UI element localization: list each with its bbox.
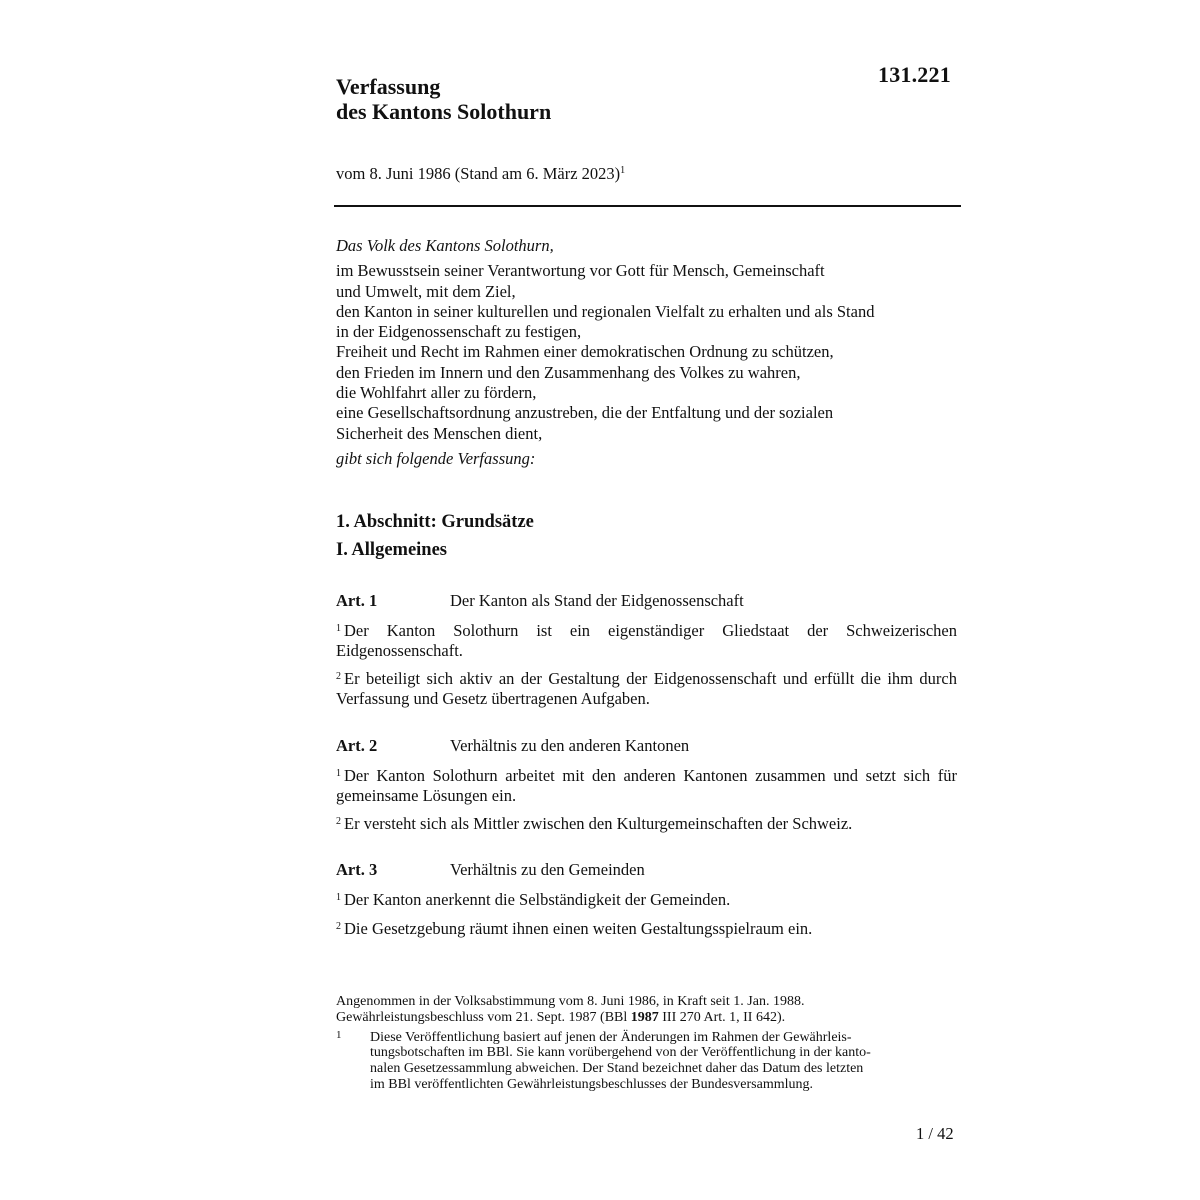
preamble-closing: gibt sich folgende Verfassung: bbox=[336, 448, 536, 468]
article-number: Art. 3 bbox=[336, 860, 378, 879]
preamble-line: die Wohlfahrt aller zu fördern, bbox=[336, 383, 537, 403]
paragraph-text: Die Gesetzgebung räumt ihnen einen weiten Gestaltungsspielraum ein. bbox=[344, 919, 813, 938]
preamble-line: eine Gesellschaftsordnung anzustreben, die der Entfaltung und der sozialen bbox=[336, 403, 834, 423]
document-date bbox=[336, 164, 625, 184]
article-title: Verhältnis zu den Gemeinden bbox=[450, 860, 645, 879]
date-text: vom 8. Juni 1986 (Stand am 6. März 2023) bbox=[336, 164, 621, 183]
preamble bbox=[336, 236, 961, 469]
preamble-line: Sicherheit des Menschen dient, bbox=[336, 423, 543, 443]
article-heading bbox=[336, 736, 689, 756]
footnotes bbox=[336, 994, 956, 1093]
preamble-intro: Das Volk des Kantons Solothurn, bbox=[336, 236, 554, 255]
sr-number: 131.221 bbox=[878, 62, 951, 87]
paragraph-number: 1 bbox=[336, 768, 341, 779]
preamble-line: den Frieden im Innern und den Zusammenhang des Volkes zu wahren, bbox=[336, 362, 801, 382]
paragraph-number: 2 bbox=[336, 921, 341, 932]
article-paragraph bbox=[336, 764, 957, 807]
article-paragraph bbox=[336, 917, 957, 939]
document-title bbox=[336, 74, 551, 124]
adoption-note: Angenommen in der Volksabstimmung vom 8. Juni 1986, in Kraft seit 1. Jan. 1988. bbox=[336, 994, 805, 1009]
article-paragraph bbox=[336, 667, 957, 710]
paragraph-text: Er versteht sich als Mittler zwischen den Kulturgemeinschaften der Schweiz. bbox=[344, 814, 853, 833]
article-title: Der Kanton als Stand der Eidgenossenschaft bbox=[450, 591, 744, 610]
footnote-line: nalen Gesetzessammlung abweichen. Der Stand bezeichnet daher das Datum des letzten bbox=[370, 1061, 864, 1077]
title-line-2: des Kantons Solothurn bbox=[336, 99, 552, 124]
article-paragraph bbox=[336, 888, 957, 910]
preamble-line: im Bewusstsein seiner Verantwortung vor Gott für Mensch, Gemeinschaft bbox=[336, 261, 825, 281]
article-paragraph bbox=[336, 619, 957, 662]
preamble-line: in der Eidgenossenschaft zu festigen, bbox=[336, 322, 582, 342]
footnote-line: Diese Veröffentlichung basiert auf jenen der Änderungen im Rahmen der Gewährleis- bbox=[370, 1029, 852, 1045]
article-number: Art. 2 bbox=[336, 736, 378, 755]
footnote-line: tungsbotschaften im BBl. Sie kann vorübergehend von der Veröffentlichung in der kanto- bbox=[370, 1045, 871, 1061]
footnote-ref[interactable]: 1 bbox=[620, 165, 626, 176]
section-subtitle: I. Allgemeines bbox=[336, 540, 447, 560]
guarantee-suffix: III 270 Art. 1, II 642). bbox=[658, 1009, 786, 1025]
footnote-number: 1 bbox=[336, 1028, 342, 1041]
footnote-line: im BBl veröffentlichten Gewährleistungsbeschlusses der Bundesversammlung. bbox=[370, 1076, 813, 1092]
paragraph-text: Der Kanton Solothurn arbeitet mit den anderen Kantonen zusammen und setzt sich für gemeinsame Lösungen ein. bbox=[336, 766, 957, 806]
header-divider bbox=[334, 205, 961, 207]
guarantee-prefix: Gewährleistungsbeschluss vom 21. Sept. 1987 (BBl bbox=[336, 1009, 631, 1025]
paragraph-text: Er beteiligt sich aktiv an der Gestaltung der Eidgenossenschaft und erfüllt die ihm durch Verfassung und Gesetz übertragenen Aufgaben. bbox=[336, 669, 957, 709]
preamble-line: Freiheit und Recht im Rahmen einer demokratischen Ordnung zu schützen, bbox=[336, 342, 834, 362]
article-heading bbox=[336, 591, 744, 611]
paragraph-text: Der Kanton anerkennt die Selbständigkeit der Gemeinden. bbox=[344, 890, 731, 909]
preamble-line: den Kanton in seiner kulturellen und regionalen Vielfalt zu erhalten und als Stand bbox=[336, 301, 875, 321]
guarantee-year: 1987 bbox=[630, 1009, 659, 1025]
paragraph-number: 1 bbox=[336, 892, 341, 903]
article-number: Art. 1 bbox=[336, 591, 378, 610]
section-title: 1. Abschnitt: Grundsätze bbox=[336, 512, 534, 532]
paragraph-text: Der Kanton Solothurn ist ein eigenständiger Gliedstaat der Schweizerischen Eidgenossenschaft. bbox=[336, 621, 957, 661]
paragraph-number: 1 bbox=[336, 623, 341, 634]
preamble-line: und Umwelt, mit dem Ziel, bbox=[336, 281, 516, 301]
footnote-1 bbox=[336, 1030, 956, 1093]
guarantee-note bbox=[336, 1010, 956, 1026]
article-title: Verhältnis zu den anderen Kantonen bbox=[450, 736, 690, 755]
title-line-1: Verfassung bbox=[336, 74, 441, 99]
article-paragraph bbox=[336, 812, 957, 834]
paragraph-number: 2 bbox=[336, 816, 341, 827]
page-number: 1 / 42 bbox=[916, 1124, 954, 1143]
paragraph-number: 2 bbox=[336, 671, 341, 682]
article-heading bbox=[336, 860, 645, 880]
